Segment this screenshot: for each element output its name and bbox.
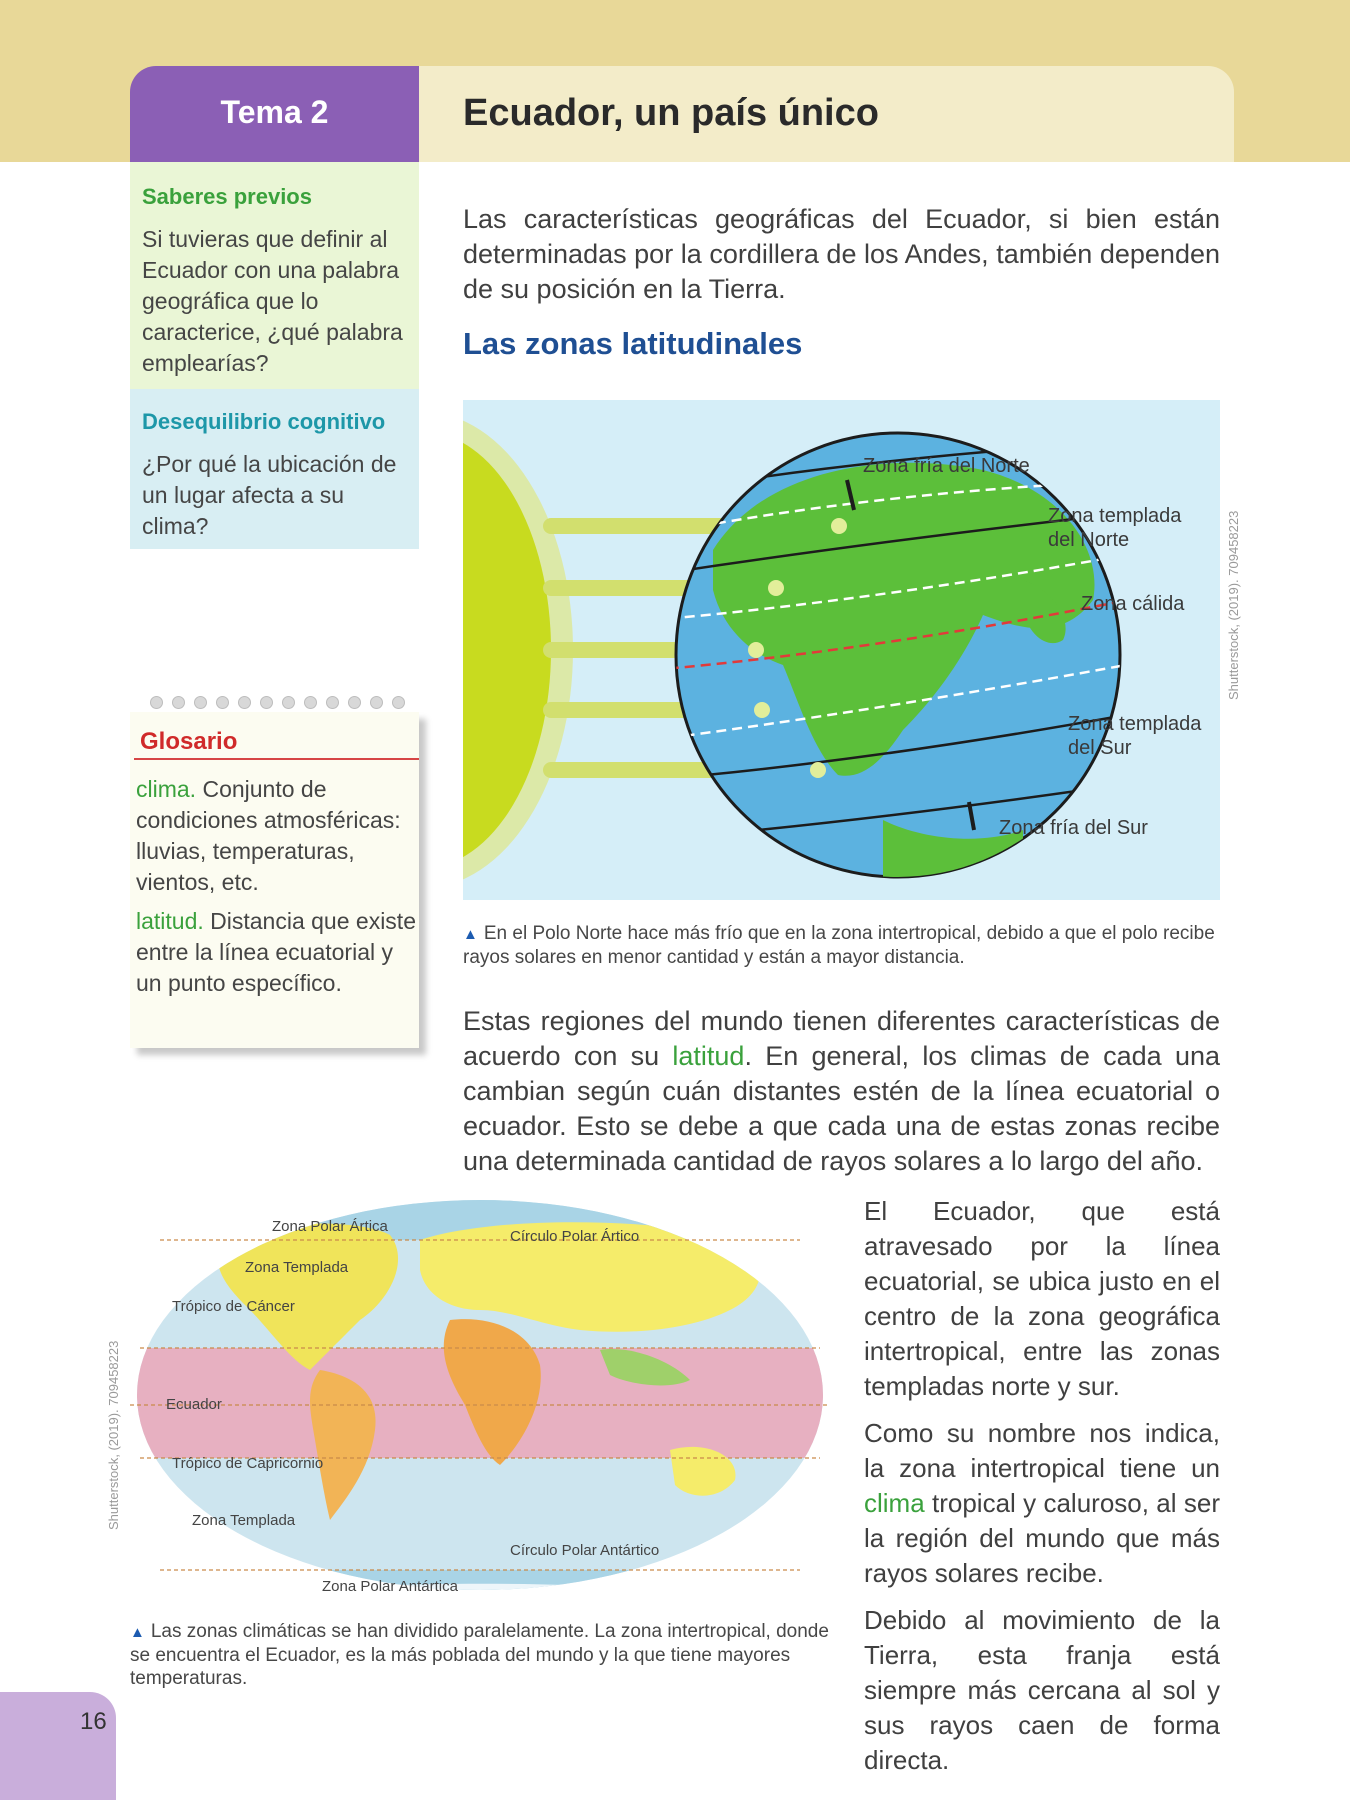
label-circulo-artico: Círculo Polar Ártico	[510, 1228, 640, 1245]
label-fria-sur: Zona fría del Sur	[999, 817, 1148, 839]
label-calida: Zona cálida	[1081, 593, 1185, 615]
saberes-text: Si tuvieras que definir al Ecuador con una palabra geográfica que lo caracterice, ¿qué palabra emplearías?	[142, 226, 403, 376]
right-highlight: clima	[864, 1488, 925, 1518]
label-ecuador: Ecuador	[166, 1396, 222, 1413]
label-templada-sur: del Sur	[1068, 737, 1132, 759]
label-templada-sur: Zona Templada	[192, 1512, 296, 1529]
right-column-text	[864, 1194, 1220, 1790]
tema-label: Tema 2	[220, 94, 329, 130]
label-tropico-cancer: Trópico de Cáncer	[172, 1298, 295, 1315]
ray-dot	[754, 702, 770, 718]
section-heading: Las zonas latitudinales	[463, 326, 803, 361]
ray-dot	[810, 762, 826, 778]
label-templada-norte: del Norte	[1048, 529, 1130, 551]
label-polar-antartica: Zona Polar Antártica	[322, 1578, 458, 1595]
ring-icon	[370, 696, 383, 709]
notebook-rings	[150, 696, 420, 716]
glosario-box	[130, 712, 419, 1048]
map-caption-text: Las zonas climáticas se han dividido paralelamente. La zona intertropical, donde se encuentra el Ecuador, es la más poblada del mundo y la que tiene mayores temperaturas.	[130, 1621, 829, 1689]
label-fria-norte: Zona fría del Norte	[863, 455, 1030, 477]
ring-icon	[282, 696, 295, 709]
intro-paragraph: Las características geográficas del Ecuador, si bien están determinadas por la cordillera de los Andes, también dependen de su posición en la Tierra.	[463, 204, 1220, 304]
globe-caption-text: En el Polo Norte hace más frío que en la zona intertropical, debido a que el polo recibe rayos solares en menor cantidad y están a mayor distancia.	[463, 923, 1215, 968]
glosario-title: Glosario	[140, 728, 238, 755]
label-circulo-antartico: Círculo Polar Antártico	[510, 1542, 660, 1559]
label-templada-norte: Zona Templada	[245, 1259, 349, 1276]
saberes-previos-box	[130, 162, 419, 389]
label-templada-sur: Zona templada	[1068, 713, 1202, 735]
photo-credit: Shutterstock, (2019). 709458223	[106, 1340, 121, 1530]
ring-icon	[348, 696, 361, 709]
saberes-heading: Saberes previos	[142, 184, 312, 209]
glosario-definition: Distancia que existe entre la línea ecuatorial y un punto específico.	[136, 908, 416, 996]
latitudinal-zones-figure	[463, 400, 1220, 900]
globe-caption	[463, 922, 1223, 969]
ring-icon	[172, 696, 185, 709]
caption-triangle-icon: ▲	[130, 1624, 145, 1641]
ring-icon	[238, 696, 251, 709]
ring-icon	[194, 696, 207, 709]
body-paragraph	[463, 1004, 1220, 1179]
climate-zones-map	[130, 1200, 830, 1610]
glosario-entry	[136, 774, 416, 898]
right-paragraph: Debido al movimiento de la Tierra, esta franja está siempre más cercana al sol y sus rayos caen de forma directa.	[864, 1605, 1220, 1775]
desequilibrio-box	[130, 389, 419, 549]
ring-icon	[304, 696, 317, 709]
ray-dot	[768, 580, 784, 596]
label-polar-artica: Zona Polar Ártica	[272, 1218, 388, 1235]
page-title: Ecuador, un país único	[463, 92, 879, 134]
ring-icon	[392, 696, 405, 709]
desequilibrio-text: ¿Por qué la ubicación de un lugar afecta a su clima?	[142, 451, 397, 539]
label-tropico-capricornio: Trópico de Capricornio	[172, 1455, 324, 1472]
photo-credit: Shutterstock, (2019). 709458223	[1226, 510, 1241, 700]
ring-icon	[260, 696, 273, 709]
ray-dot	[831, 518, 847, 534]
right-paragraph	[864, 1416, 1220, 1591]
ray-dot	[748, 642, 764, 658]
desequilibrio-heading: Desequilibrio cognitivo	[142, 409, 386, 434]
page-number: 16	[80, 1708, 107, 1735]
right-text: Como su nombre nos indica, la zona intertropical tiene un	[864, 1418, 1220, 1483]
glosario-definition: Conjunto de condiciones atmosféricas: lluvias, temperaturas, vientos, etc.	[136, 776, 401, 895]
label-templada-norte: Zona templada	[1048, 505, 1182, 527]
title-bar	[419, 66, 1234, 162]
glosario-term: clima.	[136, 776, 197, 802]
para2-highlight: latitud	[672, 1041, 745, 1071]
glosario-entries	[136, 774, 416, 1007]
ring-icon	[326, 696, 339, 709]
caption-triangle-icon: ▲	[463, 926, 478, 943]
para2-text: Estas regiones del mundo tienen diferentes características de acuerdo con su	[463, 1006, 1220, 1071]
glosario-term: latitud.	[136, 908, 204, 934]
glosario-entry	[136, 906, 416, 999]
para2-text: . En general, los climas de cada una cambian según cuán distantes estén de la línea ecuatorial o ecuador. Esto se debe a que cada una de estas zonas recibe una determinada cantidad de rayos solares a lo largo del año.	[463, 1041, 1220, 1176]
tema-tab	[130, 66, 419, 162]
glosario-divider	[134, 758, 419, 760]
right-paragraph: El Ecuador, que está atravesado por la línea ecuatorial, se ubica justo en el centro de la zona geográfica intertropical, entre las zonas templadas norte y sur.	[864, 1196, 1220, 1401]
right-text: tropical y caluroso, al ser la región del mundo que más rayos solares recibe.	[864, 1488, 1220, 1588]
ring-icon	[150, 696, 163, 709]
ring-icon	[216, 696, 229, 709]
map-caption	[130, 1620, 830, 1690]
